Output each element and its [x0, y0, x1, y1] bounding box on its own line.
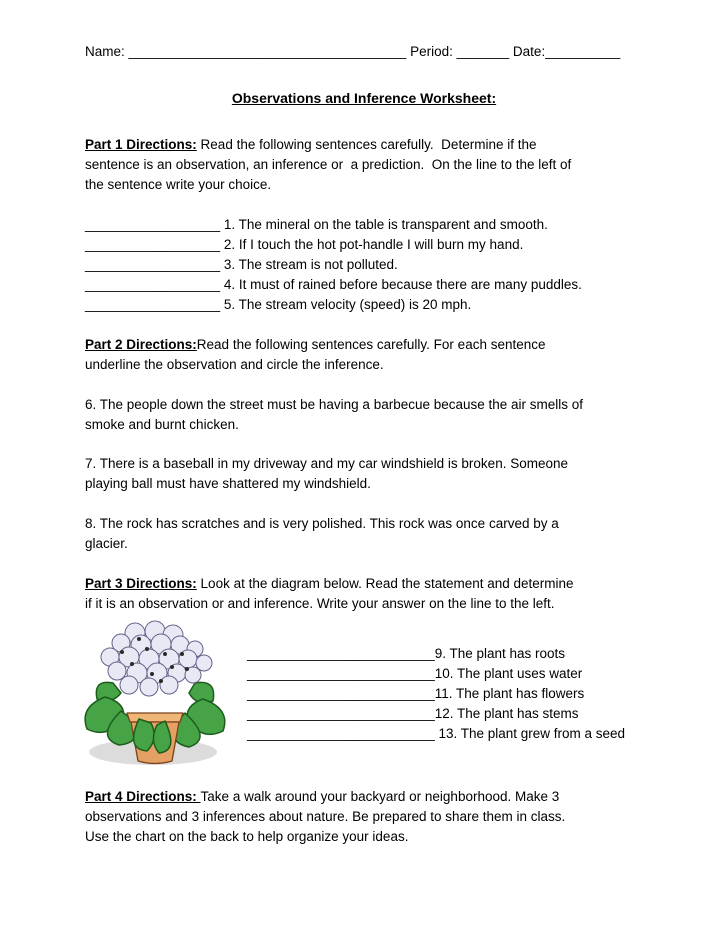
part2-directions	[85, 335, 670, 375]
worksheet-item-12	[247, 704, 625, 724]
answer-blank-10: _________________________	[247, 666, 435, 681]
part1-heading: Part 1 Directions:	[85, 137, 197, 152]
item-12-text: 12. The plant has stems	[434, 706, 579, 721]
part4-intro-line-3: Use the chart on the back to help organize your ideas.	[85, 829, 409, 844]
answer-blank-5: __________________	[85, 297, 221, 312]
item-8-line-2: glacier.	[85, 536, 128, 551]
answer-blank-13: _________________________	[247, 726, 435, 741]
answer-blank-9: _________________________	[247, 646, 435, 661]
item-9-text: 9. The plant has roots	[434, 646, 566, 661]
answer-blank-11: _________________________	[247, 686, 435, 701]
worksheet-item-11	[247, 684, 625, 704]
part1-intro-line-1: Read the following sentences carefully. Determine if the	[196, 137, 537, 152]
worksheet-item-10	[247, 664, 625, 684]
item-6-line-2: smoke and burnt chicken.	[85, 417, 239, 432]
part1-intro-line-3: the sentence write your choice.	[85, 177, 272, 192]
part2-heading: Part 2 Directions:	[85, 337, 197, 352]
answer-blank-1: __________________	[85, 217, 221, 232]
item-1-text: 1. The mineral on the table is transparent and smooth.	[220, 217, 548, 232]
worksheet-title	[85, 88, 643, 109]
potted-plant-image	[77, 619, 235, 776]
item-8-line-1: 8. The rock has scratches and is very polished. This rock was once carved by a	[85, 516, 559, 531]
item-13-text: 13. The plant grew from a seed	[434, 726, 626, 741]
part3-diagram-row	[85, 619, 670, 776]
worksheet-item-4	[85, 275, 670, 295]
worksheet-item-9	[247, 644, 625, 664]
name-label: Name:	[85, 44, 129, 59]
worksheet-title-text: Observations and Inference Worksheet:	[231, 90, 497, 106]
potted-plant-svg	[77, 619, 235, 771]
part3-intro-line-1: Look at the diagram below. Read the statement and determine	[196, 576, 574, 591]
part4-heading: Part 4 Directions:	[85, 789, 201, 804]
part2-intro-line-2: underline the observation and circle the inference.	[85, 357, 384, 372]
part4-intro-line-1: Take a walk around your backyard or neighborhood. Make 3	[200, 789, 560, 804]
worksheet-item-13	[247, 724, 625, 744]
item-6-line-1: 6. The people down the street must be having a barbecue because the air smells of	[85, 397, 584, 412]
answer-blank-12: _________________________	[247, 706, 435, 721]
answer-blank-2: __________________	[85, 237, 221, 252]
item-5-text: 5. The stream velocity (speed) is 20 mph.	[220, 297, 472, 312]
period-blank-line: _______	[456, 44, 510, 59]
item-7-line-2: playing ball must have shattered my windshield.	[85, 476, 371, 491]
worksheet-item-7	[85, 454, 670, 494]
item-7-line-1: 7. There is a baseball in my driveway and my car windshield is broken. Someone	[85, 456, 568, 471]
part1-items	[85, 215, 670, 315]
name-blank-line: _____________________________________	[128, 44, 407, 59]
period-label: Period:	[406, 44, 457, 59]
answer-blank-4: __________________	[85, 277, 221, 292]
answer-blank-3: __________________	[85, 257, 221, 272]
worksheet-item-6	[85, 395, 670, 435]
part3-directions	[85, 574, 670, 614]
part3-heading: Part 3 Directions:	[85, 576, 197, 591]
item-2-text: 2. If I touch the hot pot-handle I will burn my hand.	[220, 237, 524, 252]
part2-intro-line-1: Read the following sentences carefully. For each sentence	[196, 337, 546, 352]
part1-directions	[85, 135, 670, 195]
date-label: Date:	[509, 44, 546, 59]
pot-rim	[127, 713, 183, 722]
worksheet-item-8	[85, 514, 670, 554]
part1-intro-line-2: sentence is an observation, an inference or a prediction. On the line to the left of	[85, 157, 572, 172]
part4-directions	[85, 787, 670, 847]
item-10-text: 10. The plant uses water	[434, 666, 583, 681]
worksheet-item-3	[85, 255, 670, 275]
worksheet-item-2	[85, 235, 670, 255]
item-3-text: 3. The stream is not polluted.	[220, 257, 398, 272]
date-blank-line: __________	[545, 44, 621, 59]
worksheet-item-1	[85, 215, 670, 235]
name-period-date-row	[85, 42, 670, 62]
part4-intro-line-2: observations and 3 inferences about nature. Be prepared to share them in class.	[85, 809, 566, 824]
part3-intro-line-2: if it is an observation or and inference. Write your answer on the line to the left.	[85, 596, 555, 611]
item-11-text: 11. The plant has flowers	[434, 686, 585, 701]
worksheet-item-5	[85, 295, 670, 315]
item-4-text: 4. It must of rained before because there are many puddles.	[220, 277, 582, 292]
part3-items	[247, 644, 625, 744]
